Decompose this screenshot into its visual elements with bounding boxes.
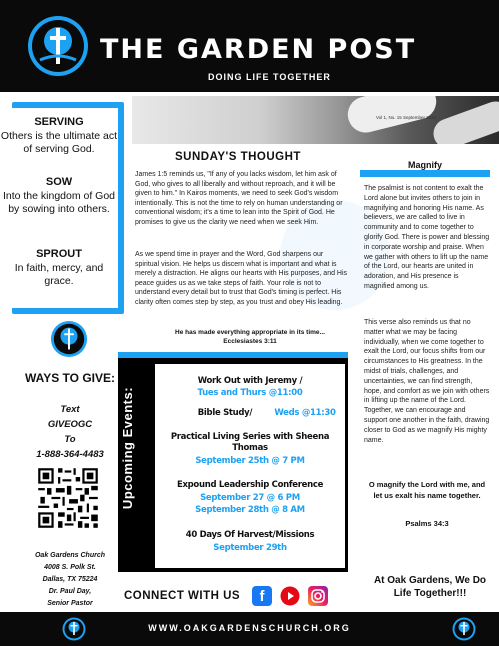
left-panel — [0, 108, 118, 308]
header-photo — [132, 96, 499, 144]
youtube-icon[interactable] — [280, 586, 300, 606]
instagram-icon[interactable] — [308, 586, 328, 606]
event-2-time: Weds @11:30 — [274, 408, 336, 418]
event-1-time: Tues and Thurs @11:00 — [197, 388, 303, 398]
magnify-paragraph-2: This verse also reminds us that no matter what we may be facing individually, when we come together to exalt the Lord, our focus shifts from our circumstances to His greatness. In the midst of trials, challenges, and uncertainties, we can find strength, hope, and comfort as we join with others in lifting up the name of the Lord. Together, we can encourage and support one another in the faith, drawing closer to God as we magnify His mighty name. — [364, 319, 490, 444]
event-3-title: Practical Living Series with Sheena Thomas — [170, 432, 330, 453]
magnify-paragraph-1: The psalmist is not content to exalt the Lord alone but invites others to join in magnifying and honoring His name. As believers, we are called to live in community and to come together to glorify God. There is power and blessing in corporate worship and praise. When we gather with others to lift up the name of the Lord, our hearts are united in adoration, and His presence is magnified among us. — [364, 185, 490, 290]
sprout-text: In faith, mercy, and grace. — [14, 262, 104, 287]
magnify-title: Magnify — [360, 160, 490, 170]
event-4-title: Expound Leadership Conference — [176, 480, 324, 490]
event-4-time-2: September 28th @ 8 AM — [195, 505, 305, 515]
magnify-quote-reference: Psalms 34:3 — [405, 519, 449, 528]
address-line-3: Dallas, TX 75224 — [42, 576, 98, 583]
sunday-thought-title: SUNDAY'S THOUGHT — [175, 151, 301, 163]
address-line-2: 4008 S. Polk St. — [44, 564, 96, 571]
magnify-quote: O magnify the Lord with me, and let us exalt his name together. — [368, 480, 486, 500]
sow-text: Into the kingdom of God by sowing into others. — [2, 190, 116, 215]
give-text-label: Text — [60, 404, 80, 415]
facebook-icon[interactable]: f — [252, 586, 272, 606]
give-keyword: GIVEOGC — [47, 419, 93, 430]
connect-label: CONNECT WITH US — [124, 590, 241, 602]
sprout-heading: SPROUT — [36, 248, 82, 260]
event-1-title: Work Out with Jeremy / — [197, 376, 303, 386]
sow-heading: SOW — [45, 176, 73, 188]
volume-info: Vol 1, No. 15 September 2024 — [376, 115, 437, 120]
scripture-quote — [150, 328, 350, 346]
masthead — [0, 0, 499, 92]
sunday-paragraph-2: As we spend time in prayer and the Word, God sharpens our spiritual vision. He helps us discern what is important and what is merely a distraction. He aligns our hearts with His purposes, and His peace guides us as we take steps of faith. Your role is not to understand every detail but to trust that God's timing is perfect. His clarity often comes step by step, as you trust and obey His leading. — [135, 251, 348, 306]
footer-logo-right-icon — [452, 617, 476, 641]
address-line-1: Oak Gardens Church — [34, 552, 106, 559]
event-4-time: September 27 @ 6 PM — [200, 493, 300, 503]
serving-heading: SERVING — [34, 116, 84, 128]
event-5-title: 40 Days Of Harvest/Missions — [185, 530, 315, 540]
event-3-time: September 25th @ 7 PM — [195, 456, 305, 466]
closing-slogan: At Oak Gardens, We Do Life Together!!! — [373, 575, 487, 599]
event-5-time: September 29th — [213, 543, 287, 553]
qr-code[interactable] — [36, 466, 100, 530]
give-phone[interactable]: 1-888-364-4483 — [36, 449, 104, 460]
church-logo-small-icon — [50, 320, 88, 358]
magnify-accent-bar — [360, 170, 490, 177]
ways-to-give-title: WAYS TO GIVE: — [24, 371, 116, 385]
serving-text: Others is the ultimate act of serving God. — [0, 130, 118, 155]
address-line-4: Dr. Paul Day, — [48, 588, 92, 595]
quote-text: He has made everything appropriate in its time... — [175, 329, 325, 336]
tagline: DOING LIFE TOGETHER — [208, 72, 331, 82]
page-title: THE GARDEN POST — [100, 34, 417, 65]
website-link[interactable]: WWW.OAKGARDENSCHURCH.ORG — [148, 623, 351, 633]
events-label: Upcoming Events: — [120, 386, 135, 510]
give-to-label: To — [64, 434, 76, 445]
church-logo-icon — [26, 14, 90, 78]
sunday-paragraph-1: James 1:5 reminds us, "If any of you lacks wisdom, let him ask of God, who gives to all liberally and without reproach, and it will be given to him." In Kairos moments, we need to seek God's wisdom intentionally. This is not the time to rely on human understanding or conventional wisdom; it's a time to lean into the Spirit of God. He promises to give us the clarity we need when we seek Him. — [135, 171, 343, 226]
event-2-title: Bible Study/ — [197, 408, 253, 418]
address-line-5: Senior Pastor — [47, 600, 93, 607]
quote-reference: Ecclesiastes 3:11 — [223, 338, 277, 345]
events-accent-stripe — [118, 352, 348, 358]
